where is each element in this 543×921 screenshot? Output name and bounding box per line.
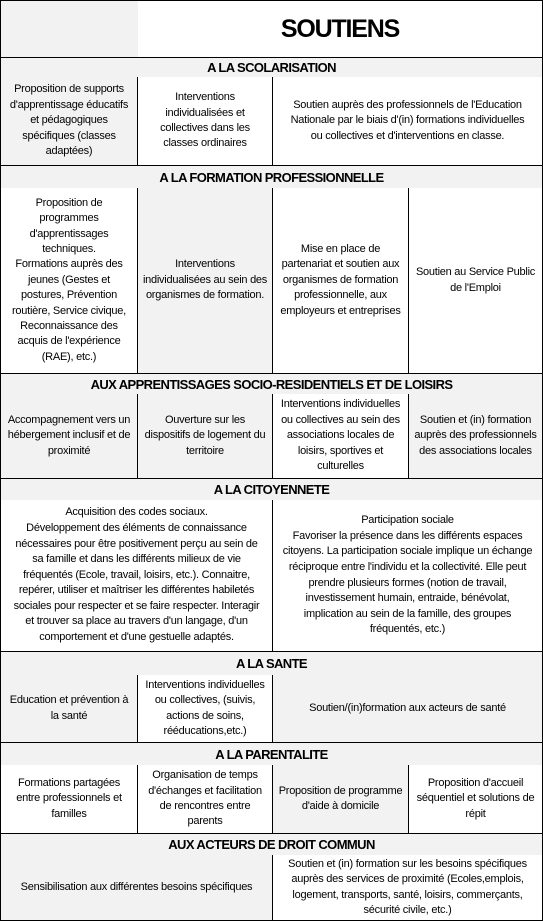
section-row-socio-residentiels bbox=[0, 394, 543, 478]
table-cell: Soutien/(in)formation aux acteurs de santé bbox=[272, 675, 542, 742]
title-left-block bbox=[1, 1, 138, 57]
table-cell: Proposition de supports d'apprentissage éducatifs et pédagogiques spécifiques (classes adaptées) bbox=[1, 77, 137, 165]
title-bar bbox=[0, 0, 543, 58]
table-cell: Organisation de temps d'échanges et facilitation de rencontres entre parents bbox=[137, 765, 272, 833]
section-row-droit-commun bbox=[0, 855, 543, 921]
table-cell: Interventions individuelles ou collectives au sein des associations locales de loisirs, sportives et culturelles bbox=[272, 394, 408, 478]
table-cell: Interventions individualisées et collectives dans les classes ordinaires bbox=[137, 77, 272, 165]
table-cell: Proposition d'accueil séquentiel et solutions de répit bbox=[408, 765, 542, 833]
table-cell: Proposition de programmes d'apprentissages techniques. Formations auprès des jeunes (Gestes et postures, Prévention routière, Service civique, Reconnaissance des acquis de l'expérience (RAE), etc.) bbox=[1, 188, 137, 373]
table-cell: Interventions individualisées au sein des organismes de formation. bbox=[137, 188, 272, 373]
section-heading-sante: A LA SANTE bbox=[0, 651, 543, 676]
table-cell: Education et prévention à la santé bbox=[1, 675, 137, 742]
table-cell: Participation sociale Favoriser la présence dans les différents espaces citoyens. La participation sociale implique un échange réciproque entre l'individu et la collectivité. Elle peut prendre plusieurs formes (notion de travail, investissement humain, entraide, bénévolat, implication au sein de la famille, des groupes fréquentés, etc.) bbox=[272, 500, 542, 651]
table-cell: Mise en place de partenariat et soutien aux organismes de formation professionnelle, aux employeurs et entreprises bbox=[272, 188, 408, 373]
section-heading-parentalite: A LA PARENTALITE bbox=[0, 742, 543, 766]
table-cell: Soutien auprès des professionnels de l'Education Nationale par le biais d'(in) formations individuelles ou collectives et d'interventions en classe. bbox=[272, 77, 542, 165]
table-cell: Interventions individuelles ou collectives, (suivis, actions de soins, rééducations,etc.) bbox=[137, 675, 272, 742]
table-cell: Acquisition des codes sociaux. Développement des éléments de connaissance nécessaires pour être positivement perçu au sein de sa famille et dans les différents milieux de vie fréquentés (Ecole, travail, loisirs, etc.). Connaitre, repérer, utiliser et maîtriser les différentes habiletés sociales pour respecter et se faire respecter. Interagir et trouver sa place au travers d'un langage, d'un comportement et d'une gestuelle adaptés. bbox=[1, 500, 272, 651]
section-row-formation bbox=[0, 188, 543, 373]
table-cell: Formations partagées entre professionnels et familles bbox=[1, 765, 137, 833]
table-cell: Proposition de programme d'aide à domicile bbox=[272, 765, 408, 833]
table-cell: Soutien au Service Public de l'Emploi bbox=[408, 188, 542, 373]
table-cell: Accompagnement vers un hébergement inclusif et de proximité bbox=[1, 394, 137, 478]
section-heading-scolarisation: A LA SCOLARISATION bbox=[0, 57, 543, 78]
section-heading-formation: A LA FORMATION PROFESSIONNELLE bbox=[0, 165, 543, 189]
section-row-sante bbox=[0, 675, 543, 742]
table-cell: Sensibilisation aux différentes besoins spécifiques bbox=[1, 855, 272, 920]
table-cell: Soutien et (in) formation auprès des professionnels des associations locales bbox=[408, 394, 542, 478]
section-row-parentalite bbox=[0, 765, 543, 833]
section-heading-socio-residentiels: AUX APPRENTISSAGES SOCIO-RESIDENTIELS ET DE LOISIRS bbox=[0, 373, 543, 395]
table-cell: Soutien et (in) formation sur les besoins spécifiques auprès des services de proximité (Ecoles,emplois, logement, transports, santé, loisirs, commerçants, sécurité civile, etc.) bbox=[272, 855, 542, 920]
table-cell: Ouverture sur les dispositifs de logement du territoire bbox=[137, 394, 272, 478]
section-row-scolarisation bbox=[0, 77, 543, 165]
section-heading-droit-commun: AUX ACTEURS DE DROIT COMMUN bbox=[0, 833, 543, 856]
section-heading-citoyennete: A LA CITOYENNETE bbox=[0, 478, 543, 501]
section-row-citoyennete bbox=[0, 500, 543, 651]
page-title: SOUTIENS bbox=[280, 14, 400, 43]
